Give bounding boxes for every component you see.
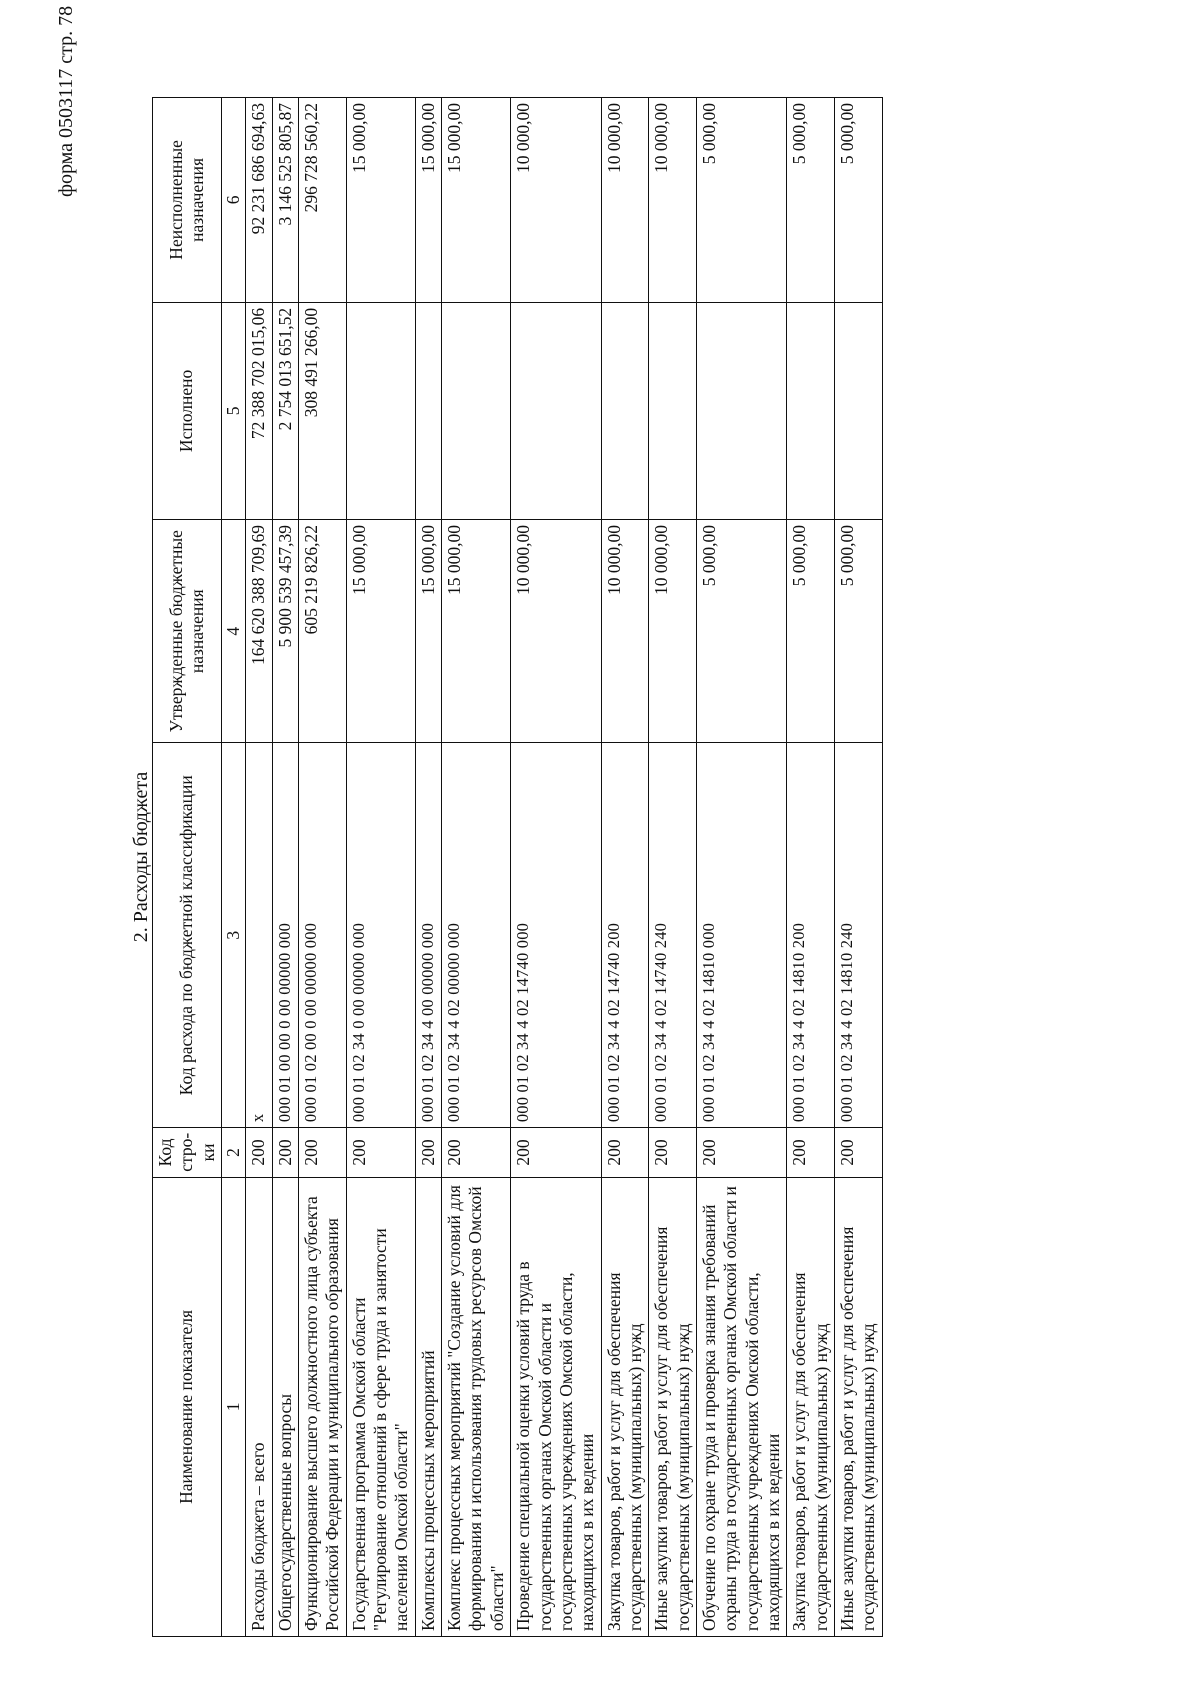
row-executed <box>787 302 835 519</box>
row-approved: 10 000,00 <box>601 520 649 743</box>
col-header-approved: Утвержденные бюджетные назначения <box>153 520 222 743</box>
row-unexecuted: 10 000,00 <box>601 98 649 303</box>
table-row <box>442 98 511 1637</box>
row-executed <box>696 302 786 519</box>
row-unexecuted: 92 231 686 694,63 <box>246 98 272 303</box>
row-approved: 15 000,00 <box>442 520 511 743</box>
row-unexecuted: 15 000,00 <box>415 98 441 303</box>
row-approved: 5 900 539 457,39 <box>272 520 298 743</box>
row-class-code: 000 01 02 34 0 00 00000 000 <box>346 743 415 1128</box>
row-approved: 164 620 388 709,69 <box>246 520 272 743</box>
row-class-code: 000 01 02 00 0 00 00000 000 <box>299 743 347 1128</box>
row-line-code: 200 <box>787 1128 835 1178</box>
row-class-code: 000 01 02 34 4 02 14810 240 <box>834 743 882 1128</box>
column-number: 3 <box>222 743 246 1128</box>
row-name: Иные закупки товаров, работ и услуг для обеспечения государственных (муниципальных) нужд <box>649 1177 697 1636</box>
row-executed <box>442 302 511 519</box>
row-line-code: 200 <box>649 1128 697 1178</box>
row-unexecuted: 5 000,00 <box>787 98 835 303</box>
row-line-code: 200 <box>511 1128 601 1178</box>
table-row <box>511 98 601 1637</box>
table-row <box>696 98 786 1637</box>
row-name: Закупка товаров, работ и услуг для обеспечения государственных (муниципальных) нужд <box>787 1177 835 1636</box>
row-executed: 72 388 702 015,06 <box>246 302 272 519</box>
row-executed <box>511 302 601 519</box>
row-line-code: 200 <box>696 1128 786 1178</box>
form-reference: форма 0503117 стр. 78 <box>55 5 77 197</box>
table-row <box>346 98 415 1637</box>
row-class-code: 000 01 02 34 4 02 14740 200 <box>601 743 649 1128</box>
table-row <box>272 98 298 1637</box>
row-line-code: 200 <box>299 1128 347 1178</box>
row-executed <box>834 302 882 519</box>
row-executed <box>346 302 415 519</box>
column-number: 5 <box>222 302 246 519</box>
row-unexecuted: 15 000,00 <box>442 98 511 303</box>
table-row <box>787 98 835 1637</box>
row-name: Иные закупки товаров, работ и услуг для обеспечения государственных (муниципальных) нужд <box>834 1177 882 1636</box>
row-approved: 15 000,00 <box>415 520 441 743</box>
column-number: 1 <box>222 1177 246 1636</box>
row-line-code: 200 <box>272 1128 298 1178</box>
table-header-row <box>153 98 222 1637</box>
expenditure-table <box>152 97 883 1637</box>
row-approved: 15 000,00 <box>346 520 415 743</box>
col-header-executed: Исполнено <box>153 302 222 519</box>
col-header-name: Наименование показателя <box>153 1177 222 1636</box>
row-executed <box>415 302 441 519</box>
row-line-code: 200 <box>346 1128 415 1178</box>
row-line-code: 200 <box>442 1128 511 1178</box>
table-row <box>834 98 882 1637</box>
row-name: Функционирование высшего должностного лица субъекта Российской Федерации и муниципального образования <box>299 1177 347 1636</box>
row-unexecuted: 15 000,00 <box>346 98 415 303</box>
row-line-code: 200 <box>834 1128 882 1178</box>
row-name: Комплексы процессных мероприятий <box>415 1177 441 1636</box>
row-name: Проведение специальной оценки условий труда в государственных органах Омской области и государственных учреждениях Омской области, находящихся в их ведении <box>511 1177 601 1636</box>
row-unexecuted: 10 000,00 <box>511 98 601 303</box>
row-class-code: 000 01 00 00 0 00 00000 000 <box>272 743 298 1128</box>
row-approved: 605 219 826,22 <box>299 520 347 743</box>
row-line-code: 200 <box>246 1128 272 1178</box>
row-executed: 308 491 266,00 <box>299 302 347 519</box>
row-class-code: 000 01 02 34 4 02 14740 240 <box>649 743 697 1128</box>
row-unexecuted: 5 000,00 <box>696 98 786 303</box>
row-class-code: 000 01 02 34 4 02 14810 200 <box>787 743 835 1128</box>
row-approved: 10 000,00 <box>649 520 697 743</box>
row-line-code: 200 <box>415 1128 441 1178</box>
row-name: Государственная программа Омской области "Регулирование отношений в сфере труда и занятости населения Омской области" <box>346 1177 415 1636</box>
table-row <box>415 98 441 1637</box>
col-header-unexecuted: Неисполненные назначения <box>153 98 222 303</box>
col-header-line-code: Код стро-ки <box>153 1128 222 1178</box>
table-row <box>601 98 649 1637</box>
col-header-class-code: Код расхода по бюджетной классификации <box>153 743 222 1128</box>
row-class-code: 000 01 02 34 4 02 14740 000 <box>511 743 601 1128</box>
row-class-code: 000 01 02 34 4 00 00000 000 <box>415 743 441 1128</box>
row-executed <box>601 302 649 519</box>
row-class-code: 000 01 02 34 4 02 14810 000 <box>696 743 786 1128</box>
row-unexecuted: 3 146 525 805,87 <box>272 98 298 303</box>
table-body <box>246 98 882 1637</box>
column-number: 2 <box>222 1128 246 1178</box>
row-name: Обучение по охране труда и проверка знания требований охраны труда в государственных органах Омской области и государственных учреждениях Омской области, находящихся в их ведении <box>696 1177 786 1636</box>
column-number-row <box>222 98 246 1637</box>
section-title: 2. Расходы бюджета <box>130 771 152 943</box>
row-approved: 5 000,00 <box>787 520 835 743</box>
table-row <box>649 98 697 1637</box>
row-unexecuted: 5 000,00 <box>834 98 882 303</box>
row-unexecuted: 10 000,00 <box>649 98 697 303</box>
table-row <box>299 98 347 1637</box>
row-name: Закупка товаров, работ и услуг для обеспечения государственных (муниципальных) нужд <box>601 1177 649 1636</box>
table-row <box>246 98 272 1637</box>
row-class-code: x <box>246 743 272 1128</box>
row-class-code: 000 01 02 34 4 02 00000 000 <box>442 743 511 1128</box>
row-name: Общегосударственные вопросы <box>272 1177 298 1636</box>
row-executed <box>649 302 697 519</box>
row-line-code: 200 <box>601 1128 649 1178</box>
column-number: 4 <box>222 520 246 743</box>
row-approved: 5 000,00 <box>834 520 882 743</box>
column-number: 6 <box>222 98 246 303</box>
row-approved: 10 000,00 <box>511 520 601 743</box>
row-name: Расходы бюджета – всего <box>246 1177 272 1636</box>
row-executed: 2 754 013 651,52 <box>272 302 298 519</box>
row-approved: 5 000,00 <box>696 520 786 743</box>
row-unexecuted: 296 728 560,22 <box>299 98 347 303</box>
row-name: Комплекс процессных мероприятий "Создание условий для формирования и использования трудовых ресурсов Омской области" <box>442 1177 511 1636</box>
